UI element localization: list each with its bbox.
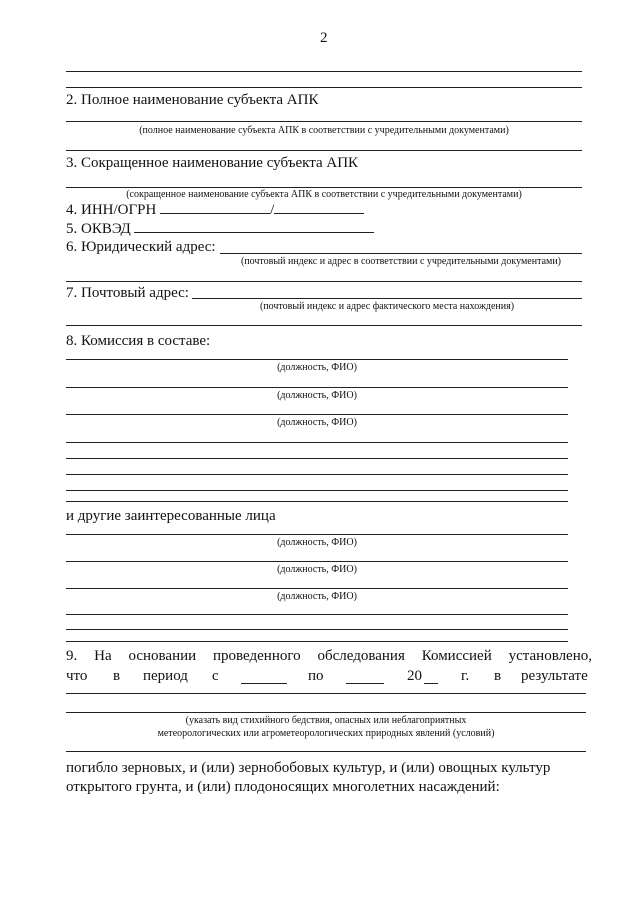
section-9-word: Комиссией bbox=[421, 648, 492, 664]
fill-line[interactable] bbox=[66, 501, 568, 502]
position-name-caption: (должность, ФИО) bbox=[277, 362, 357, 373]
word-period: период bbox=[143, 668, 188, 684]
section-9-line-1 bbox=[66, 648, 592, 665]
others-label: и другие заинтересованные лица bbox=[66, 508, 276, 524]
legal-address-label: 6. Юридический адрес: bbox=[66, 239, 216, 255]
fill-line[interactable] bbox=[192, 298, 582, 299]
fill-line[interactable] bbox=[66, 359, 568, 360]
fill-line[interactable] bbox=[66, 414, 568, 415]
inn-ogrn-separator: / bbox=[270, 202, 275, 218]
page-number: 2 bbox=[320, 30, 328, 46]
position-name-caption: (должность, ФИО) bbox=[277, 564, 357, 575]
fill-line[interactable] bbox=[66, 387, 568, 388]
section-9-word: На bbox=[94, 648, 112, 664]
fill-line[interactable] bbox=[66, 588, 568, 589]
fill-line[interactable] bbox=[66, 281, 582, 282]
fill-line[interactable] bbox=[66, 712, 586, 713]
fill-line[interactable] bbox=[66, 561, 568, 562]
section-9-word: 9. bbox=[66, 648, 78, 664]
fill-line[interactable] bbox=[66, 121, 582, 122]
blank-line bbox=[66, 87, 582, 88]
commission-label: 8. Комиссия в составе: bbox=[66, 333, 211, 349]
word-20: 20 bbox=[407, 668, 422, 684]
fill-line[interactable] bbox=[66, 629, 568, 630]
fill-line[interactable] bbox=[66, 458, 568, 459]
word-chto: что bbox=[66, 668, 88, 684]
postal-address-label: 7. Почтовый адрес: bbox=[66, 285, 189, 301]
section-2-caption: (полное наименование субъекта АПК в соответствии с учредительными документами) bbox=[139, 125, 509, 136]
position-name-caption: (должность, ФИО) bbox=[277, 537, 357, 548]
word-s: с bbox=[212, 668, 219, 684]
fill-line[interactable] bbox=[66, 325, 582, 326]
year-fill[interactable] bbox=[424, 683, 438, 684]
fill-line[interactable] bbox=[66, 490, 568, 491]
okved-field bbox=[66, 220, 374, 238]
word-v: в bbox=[113, 668, 121, 684]
fill-line[interactable] bbox=[66, 751, 586, 752]
word-g: г. bbox=[461, 668, 470, 684]
fill-line[interactable] bbox=[66, 693, 586, 694]
blank-line bbox=[66, 71, 582, 72]
section-9-word: основании bbox=[128, 648, 197, 664]
section-3-caption: (сокращенное наименование субъекта АПК в соответствии с учредительными документами) bbox=[126, 189, 522, 200]
position-name-caption: (должность, ФИО) bbox=[277, 417, 357, 428]
fill-line[interactable] bbox=[66, 150, 582, 151]
section-2-title: 2. Полное наименование субъекта АПК bbox=[66, 92, 319, 108]
legal-address-caption: (почтовый индекс и адрес в соответствии с учредительными документами) bbox=[240, 256, 562, 267]
date-from-fill[interactable] bbox=[241, 683, 287, 684]
inn-ogrn-field bbox=[66, 201, 364, 219]
word-result: результате bbox=[521, 668, 588, 684]
final-text-line-2: открытого грунта, и (или) плодоносящих многолетних насаждений: bbox=[66, 779, 500, 795]
postal-address-caption: (почтовый индекс и адрес фактического места нахождения) bbox=[259, 301, 515, 312]
position-name-caption: (должность, ФИО) bbox=[277, 390, 357, 401]
word-po: по bbox=[308, 668, 324, 684]
inn-ogrn-label: 4. ИНН/ОГРН bbox=[66, 202, 157, 218]
fill-line[interactable] bbox=[66, 474, 568, 475]
word-v-2: в bbox=[494, 668, 502, 684]
fill-line[interactable] bbox=[66, 641, 568, 642]
section-9-word: обследования bbox=[317, 648, 405, 664]
ogrn-fill[interactable] bbox=[274, 201, 364, 214]
date-to-fill[interactable] bbox=[346, 683, 384, 684]
final-text-line-1: погибло зерновых, и (или) зернобобовых культур, и (или) овощных культур bbox=[66, 760, 551, 776]
section-3-title: 3. Сокращенное наименование субъекта АПК bbox=[66, 155, 359, 171]
section-9-word: установлено, bbox=[508, 648, 592, 664]
okved-fill[interactable] bbox=[134, 220, 374, 233]
fill-line[interactable] bbox=[66, 442, 568, 443]
okved-label: 5. ОКВЭД bbox=[66, 221, 131, 237]
phenomenon-caption-1: (указать вид стихийного бедствия, опасных или неблагоприятных bbox=[185, 715, 467, 726]
inn-fill[interactable] bbox=[160, 201, 270, 214]
position-name-caption: (должность, ФИО) bbox=[277, 591, 357, 602]
fill-line[interactable] bbox=[220, 253, 582, 254]
phenomenon-caption-2: метеорологических или агрометеорологических природных явлений (условий) bbox=[157, 728, 495, 739]
fill-line[interactable] bbox=[66, 187, 582, 188]
fill-line[interactable] bbox=[66, 534, 568, 535]
section-9-word: проведенного bbox=[213, 648, 301, 664]
fill-line[interactable] bbox=[66, 614, 568, 615]
